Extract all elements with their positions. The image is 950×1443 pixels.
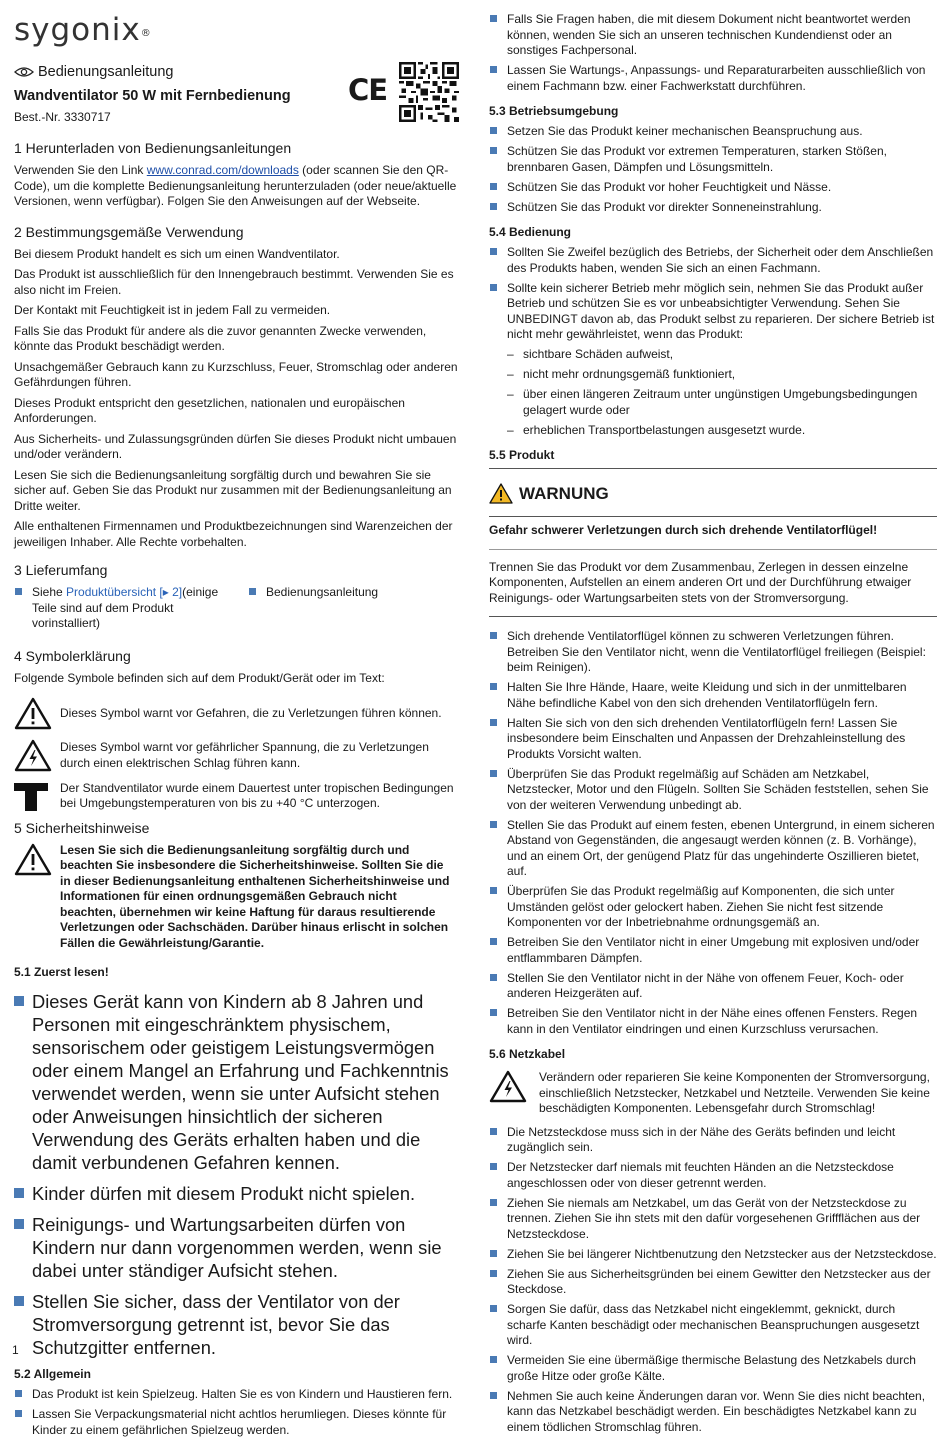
list-item: Sollten Sie Zweifel bezüglich des Betriebs, der Sicherheit oder dem Anschließen des Produkts haben, wenden Sie sich an einen Fachmann. bbox=[489, 245, 937, 276]
product-title: Wandventilator 50 W mit Fernbedienung bbox=[14, 88, 291, 104]
list-item: Das Produkt ist kein Spielzeug. Halten Sie es von Kindern und Haustieren fern. bbox=[14, 1387, 462, 1403]
power-warning bbox=[489, 1070, 937, 1117]
section-5-2-heading: 5.2 Allgemein bbox=[14, 1367, 91, 1381]
read-first-list bbox=[14, 990, 462, 1359]
safety-warning-text: Lesen Sie sich die Bedienungsanleitung sorgfältig durch und beachten Sie insbesondere die Sicherheitshinweise. Sollten Sie die in dieser Bedienungsanleitung enthaltenen Sicherheitshinweise und Informationen für einen ordnungsgemäßen Gebrauch nicht beachten, übernehmen wir keine Haftung für daraus resultierende Verletzungen oder Sachschäden. Darüber hinaus erlischt in solchen Fällen die Gewährleistung/Garantie. bbox=[60, 842, 450, 950]
section-1-heading: 1 Herunterladen von Bedienungsanleitungen bbox=[14, 140, 292, 156]
safety-warning bbox=[14, 843, 462, 952]
header bbox=[14, 0, 462, 126]
list-item: Vermeiden Sie eine übermäßige thermische Belastung des Netzkabels durch große Hitze oder große Kälte. bbox=[489, 1353, 937, 1384]
section-1-text: Verwenden Sie den Link www.conrad.com/downloads (oder scannen Sie den QR-Code), um die komplette Bedienungsanleitung herunterzuladen (oder neue/aktuelle Versionen, wenn verfügbar). Folgen Sie den Anweisungen auf der Webseite. bbox=[14, 163, 457, 208]
list-item: Ziehen Sie bei längerer Nichtbenutzung den Netzstecker aus der Netzsteckdose. bbox=[489, 1247, 937, 1263]
paragraph: Unsachgemäßer Gebrauch kann zu Kurzschluss, Feuer, Stromschlag oder anderen Gefährdungen führen. bbox=[14, 359, 458, 389]
list-item: Dieses Gerät kann von Kindern ab 8 Jahren und Personen mit eingeschränktem physischem, sensorischem oder geistigem Leistungsvermögen oder einem Mangel an Erfahrung und Fachkenntnis verwendet werden, wenn sie unter Aufsicht stehen oder Anweisungen hinsichtlich der sicheren Verwendung des Geräts erhalten haben und die damit verbundenen Gefahren kennen. bbox=[14, 990, 462, 1174]
eye-icon bbox=[14, 66, 34, 78]
power-warning-text: Verändern oder reparieren Sie keine Komponenten der Stromversorgung, einschließlich Netzstecker, Netzkabel und Netzteile. Verwenden Sie keine beschädigten Komponenten. Lebensgefahr durch Stromschlag! bbox=[539, 1070, 930, 1115]
symbol-row bbox=[14, 781, 462, 812]
warning-label: WARNUNG bbox=[519, 483, 609, 503]
list-item: Stellen Sie den Ventilator nicht in der Nähe von offenem Feuer, Koch- oder anderen Heizgeräten auf. bbox=[489, 971, 937, 1002]
list-item: – erheblichen Transportbelastungen ausgesetzt wurde. bbox=[507, 422, 806, 437]
list-item: Schützen Sie das Produkt vor extremen Temperaturen, starken Stößen, brennbaren Gasen, Dämpfen und Lösungsmitteln. bbox=[489, 144, 937, 175]
list-item: Lassen Sie Wartungs-, Anpassungs- und Reparaturarbeiten ausschließlich von einem Fachmann bzw. einer Fachwerkstatt durchführen. bbox=[489, 63, 937, 94]
list-item: Betreiben Sie den Ventilator nicht in einer Umgebung mit explosiven und/oder entflammbaren Dämpfen. bbox=[489, 935, 937, 966]
list-item: – nicht mehr ordnungsgemäß funktioniert, bbox=[507, 367, 736, 381]
general-list-continued bbox=[489, 12, 937, 94]
paragraph: Aus Sicherheits- und Zulassungsgründen dürfen Sie dieses Produkt nicht umbauen und/oder verändern. bbox=[14, 431, 457, 461]
section-5-3-heading: 5.3 Betriebsumgebung bbox=[489, 104, 619, 118]
environment-list bbox=[489, 124, 937, 215]
delivery-list bbox=[14, 585, 462, 636]
list-item: Ziehen Sie niemals am Netzkabel, um das Gerät von der Netzsteckdose zu trennen. Ziehen Sie ihn stets mit den dafür vorgesehenen Griffflächen aus der Netzsteckdose. bbox=[489, 1196, 937, 1243]
paragraph: Falls Sie das Produkt für andere als die zuvor genannten Zwecke verwenden, könnte das Produkt beschädigt werden. bbox=[14, 323, 427, 353]
list-item: – über einen längeren Zeitraum unter ungünstigen Umgebungsbedingungen gelagert wurde oder bbox=[507, 387, 918, 417]
high-voltage-icon bbox=[489, 1070, 527, 1104]
tropical-test-icon bbox=[14, 781, 48, 811]
list-item: Ziehen Sie aus Sicherheitsgründen bei einem Gewitter den Netzstecker aus der Steckdose. bbox=[489, 1267, 937, 1298]
divider bbox=[489, 616, 937, 617]
divider bbox=[489, 516, 937, 517]
list-item: Reinigungs- und Wartungsarbeiten dürfen von Kindern nur dann vorgenommen werden, wenn sie dabei unter ständiger Aufsicht stehen. bbox=[14, 1213, 462, 1282]
operation-list bbox=[489, 245, 937, 343]
list-item: Sollte kein sicherer Betrieb mehr möglich sein, nehmen Sie das Produkt außer Betrieb und schützen Sie es vor unbeabsichtigter Verwendung. Sehen Sie UNBEDINGT davon ab, das Produkt selbst zu reparieren. Der sichere Betrieb ist nicht mehr gewährleistet, wenn das Produkt: bbox=[489, 281, 937, 343]
list-item: Siehe Produktübersicht [▸ 2](einige Teile sind auf dem Produkt vorinstalliert) bbox=[14, 585, 236, 632]
divider bbox=[489, 549, 937, 550]
section-5-heading: 5 Sicherheitshinweise bbox=[14, 819, 150, 836]
list-item: Überprüfen Sie das Produkt regelmäßig auf Schäden am Netzkabel, Netzstecker, Motor und den Flügeln. Sollten Sie Schäden feststellen, sehen Sie von der weiteren Verwendung unbedingt ab. bbox=[489, 767, 937, 814]
right-column bbox=[489, 12, 937, 1440]
list-item: Stellen Sie das Produkt auf einem festen, ebenen Untergrund, in einem sicheren Abstand von Gegenständen, die angesaugt werden können (z. B. Vorhänge), und an einem Ort, der genügend Platz für das ungehinderte Oszillieren bietet, auf. bbox=[489, 818, 937, 880]
list-item: – sichtbare Schäden aufweist, bbox=[507, 347, 674, 361]
symbol-description: Dieses Symbol warnt vor gefährlicher Spannung, die zu Verletzungen durch einen elektrischen Schlag führen kann. bbox=[60, 740, 429, 770]
symbol-row bbox=[14, 697, 462, 731]
download-link[interactable]: www.conrad.com/downloads bbox=[146, 163, 299, 177]
warning-triangle-icon bbox=[14, 843, 52, 877]
list-item: Sorgen Sie dafür, dass das Netzkabel nicht eingeklemmt, geknickt, durch scharfe Kanten beschädigt oder mechanischen Beanspruchungen ausgesetzt wird. bbox=[489, 1302, 937, 1349]
list-item: Der Netzstecker darf niemals mit feuchten Händen an die Netzsteckdose angeschlossen oder von dieser getrennt werden. bbox=[489, 1160, 937, 1191]
list-item: Setzen Sie das Produkt keiner mechanischen Beanspruchung aus. bbox=[489, 124, 937, 140]
section-2-body bbox=[14, 247, 462, 551]
warning-triangle-icon bbox=[14, 697, 52, 731]
list-item: Nehmen Sie auch keine Änderungen daran vor. Wenn Sie dies nicht beachten, kann das Netzkabel beschädigt werden. Ein beschädigtes Netzkabel kann zu einem tödlichen Stromschlag führen. bbox=[489, 1389, 937, 1436]
high-voltage-icon bbox=[14, 739, 52, 773]
symbol-description: Dieses Symbol warnt vor Gefahren, die zu Verletzungen führen können. bbox=[60, 705, 442, 720]
warning-title bbox=[489, 483, 937, 504]
order-number: Best.-Nr. 3330717 bbox=[14, 110, 111, 124]
general-list bbox=[14, 1387, 462, 1438]
product-list bbox=[489, 629, 937, 1037]
condition-list bbox=[507, 347, 937, 438]
section-5-5-heading: 5.5 Produkt bbox=[489, 448, 555, 462]
section-2-heading: 2 Bestimmungsgemäße Verwendung bbox=[14, 223, 244, 240]
left-column bbox=[14, 0, 462, 1443]
divider bbox=[489, 468, 937, 469]
warning-triangle-icon bbox=[489, 483, 513, 504]
doc-type: Bedienungsanleitung bbox=[38, 64, 174, 80]
list-item: Kinder dürfen mit diesem Produkt nicht spielen. bbox=[14, 1182, 462, 1205]
warning-box bbox=[489, 468, 937, 617]
brand-logo: sygonix® bbox=[14, 12, 152, 48]
list-item: Überprüfen Sie das Produkt regelmäßig auf Komponenten, die sich unter Umständen gelöst oder gelockert haben. Ziehen Sie nicht fest sitzende Komponenten vor der Inbetriebnahme ordnungsgemäß an. bbox=[489, 884, 937, 931]
section-5-1-heading: 5.1 Zuerst lesen! bbox=[14, 965, 109, 979]
symbol-description: Der Standventilator wurde einem Dauertest unter tropischen Bedingungen bei Umgebungstemperaturen von bis zu +40 °C unterzogen. bbox=[60, 780, 454, 810]
section-5-6-heading: 5.6 Netzkabel bbox=[489, 1047, 566, 1061]
list-item: Falls Sie Fragen haben, die mit diesem Dokument nicht beantwortet werden können, wenden Sie sich an unseren technischen Kundendienst oder an sonstiges Fachpersonal. bbox=[489, 12, 937, 59]
paragraph: Bei diesem Produkt handelt es sich um einen Wandventilator. bbox=[14, 246, 340, 261]
list-item: Bedienungsanleitung bbox=[248, 585, 378, 601]
warning-subtitle: Gefahr schwerer Verletzungen durch sich drehende Ventilatorflügel! bbox=[489, 523, 878, 537]
list-item: Halten Sie Ihre Hände, Haare, weite Kleidung und sich in der unmittelbaren Nähe befindliche Kabel von den sich drehenden Ventilatorflügeln fern. bbox=[489, 680, 937, 711]
section-3-heading: 3 Lieferumfang bbox=[14, 562, 108, 578]
list-item: Halten Sie sich von den sich drehenden Ventilatorflügeln fern! Lassen Sie insbesondere beim Einschalten und Anpassen der Drehzahleinstellung des Produkts Vorsicht walten. bbox=[489, 716, 937, 763]
section-4-heading: 4 Symbolerklärung bbox=[14, 648, 131, 664]
power-cord-list bbox=[489, 1125, 937, 1436]
paragraph: Alle enthaltenen Firmennamen und Produktbezeichnungen sind Warenzeichen der jeweiligen Inhaber. Alle Rechte vorbehalten. bbox=[14, 519, 453, 549]
section-4-intro: Folgende Symbole befinden sich auf dem Produkt/Gerät oder im Text: bbox=[14, 671, 385, 685]
ce-mark: CE bbox=[348, 73, 388, 107]
paragraph: Lesen Sie sich die Bedienungsanleitung sorgfältig durch und bewahren Sie sie sicher auf. Geben Sie das Produkt nur zusammen mit der Bedienungsanleitung an Dritte weiter. bbox=[14, 467, 452, 513]
list-item: Stellen Sie sicher, dass der Ventilator von der Stromversorgung getrennt ist, bevor Sie das Schutzgitter entfernen. bbox=[14, 1290, 462, 1359]
list-item: Lassen Sie Verpackungsmaterial nicht achtlos herumliegen. Dieses könnte für Kinder zu einem gefährlichen Spielzeug werden. bbox=[14, 1407, 462, 1438]
warning-text: Trennen Sie das Produkt vor dem Zusammenbau, Zerlegen in dessen einzelne Komponenten, Aufstellen an einem anderen Ort und der Durchführung etwaiger Reinigungs- oder Wartungsarbeiten stets von der Stromversorgung. bbox=[489, 559, 912, 605]
paragraph: Der Kontakt mit Feuchtigkeit ist in jedem Fall zu vermeiden. bbox=[14, 303, 331, 317]
section-5-4-heading: 5.4 Bedienung bbox=[489, 225, 572, 239]
paragraph: Das Produkt ist ausschließlich für den Innengebrauch bestimmt. Verwenden Sie es also nicht im Freien. bbox=[14, 267, 454, 297]
doc-type-line bbox=[14, 64, 173, 80]
symbol-row bbox=[14, 739, 462, 773]
product-overview-link[interactable]: Produktübersicht [▸ 2] bbox=[66, 585, 183, 599]
list-item: Sich drehende Ventilatorflügel können zu schweren Verletzungen führen. Betreiben Sie den Ventilator nicht, wenn die Ventilatorflügel freiliegen (Beispiel: beim Reinigen). bbox=[489, 629, 937, 676]
list-item: Schützen Sie das Produkt vor direkter Sonneneinstrahlung. bbox=[489, 200, 937, 216]
list-item: Die Netzsteckdose muss sich in der Nähe des Geräts befinden und leicht zugänglich sein. bbox=[489, 1125, 937, 1156]
paragraph: Dieses Produkt entspricht den gesetzlichen, nationalen und europäischen Anforderungen. bbox=[14, 395, 405, 425]
list-item: Schützen Sie das Produkt vor hoher Feuchtigkeit und Nässe. bbox=[489, 180, 937, 196]
list-item: Betreiben Sie den Ventilator nicht in der Nähe eines offenen Fensters. Regen kann in den Ventilator eindringen und einen Kurzschluss verursachen. bbox=[489, 1006, 937, 1037]
page-number: 1 bbox=[12, 1343, 19, 1357]
qr-code-icon bbox=[399, 62, 459, 122]
